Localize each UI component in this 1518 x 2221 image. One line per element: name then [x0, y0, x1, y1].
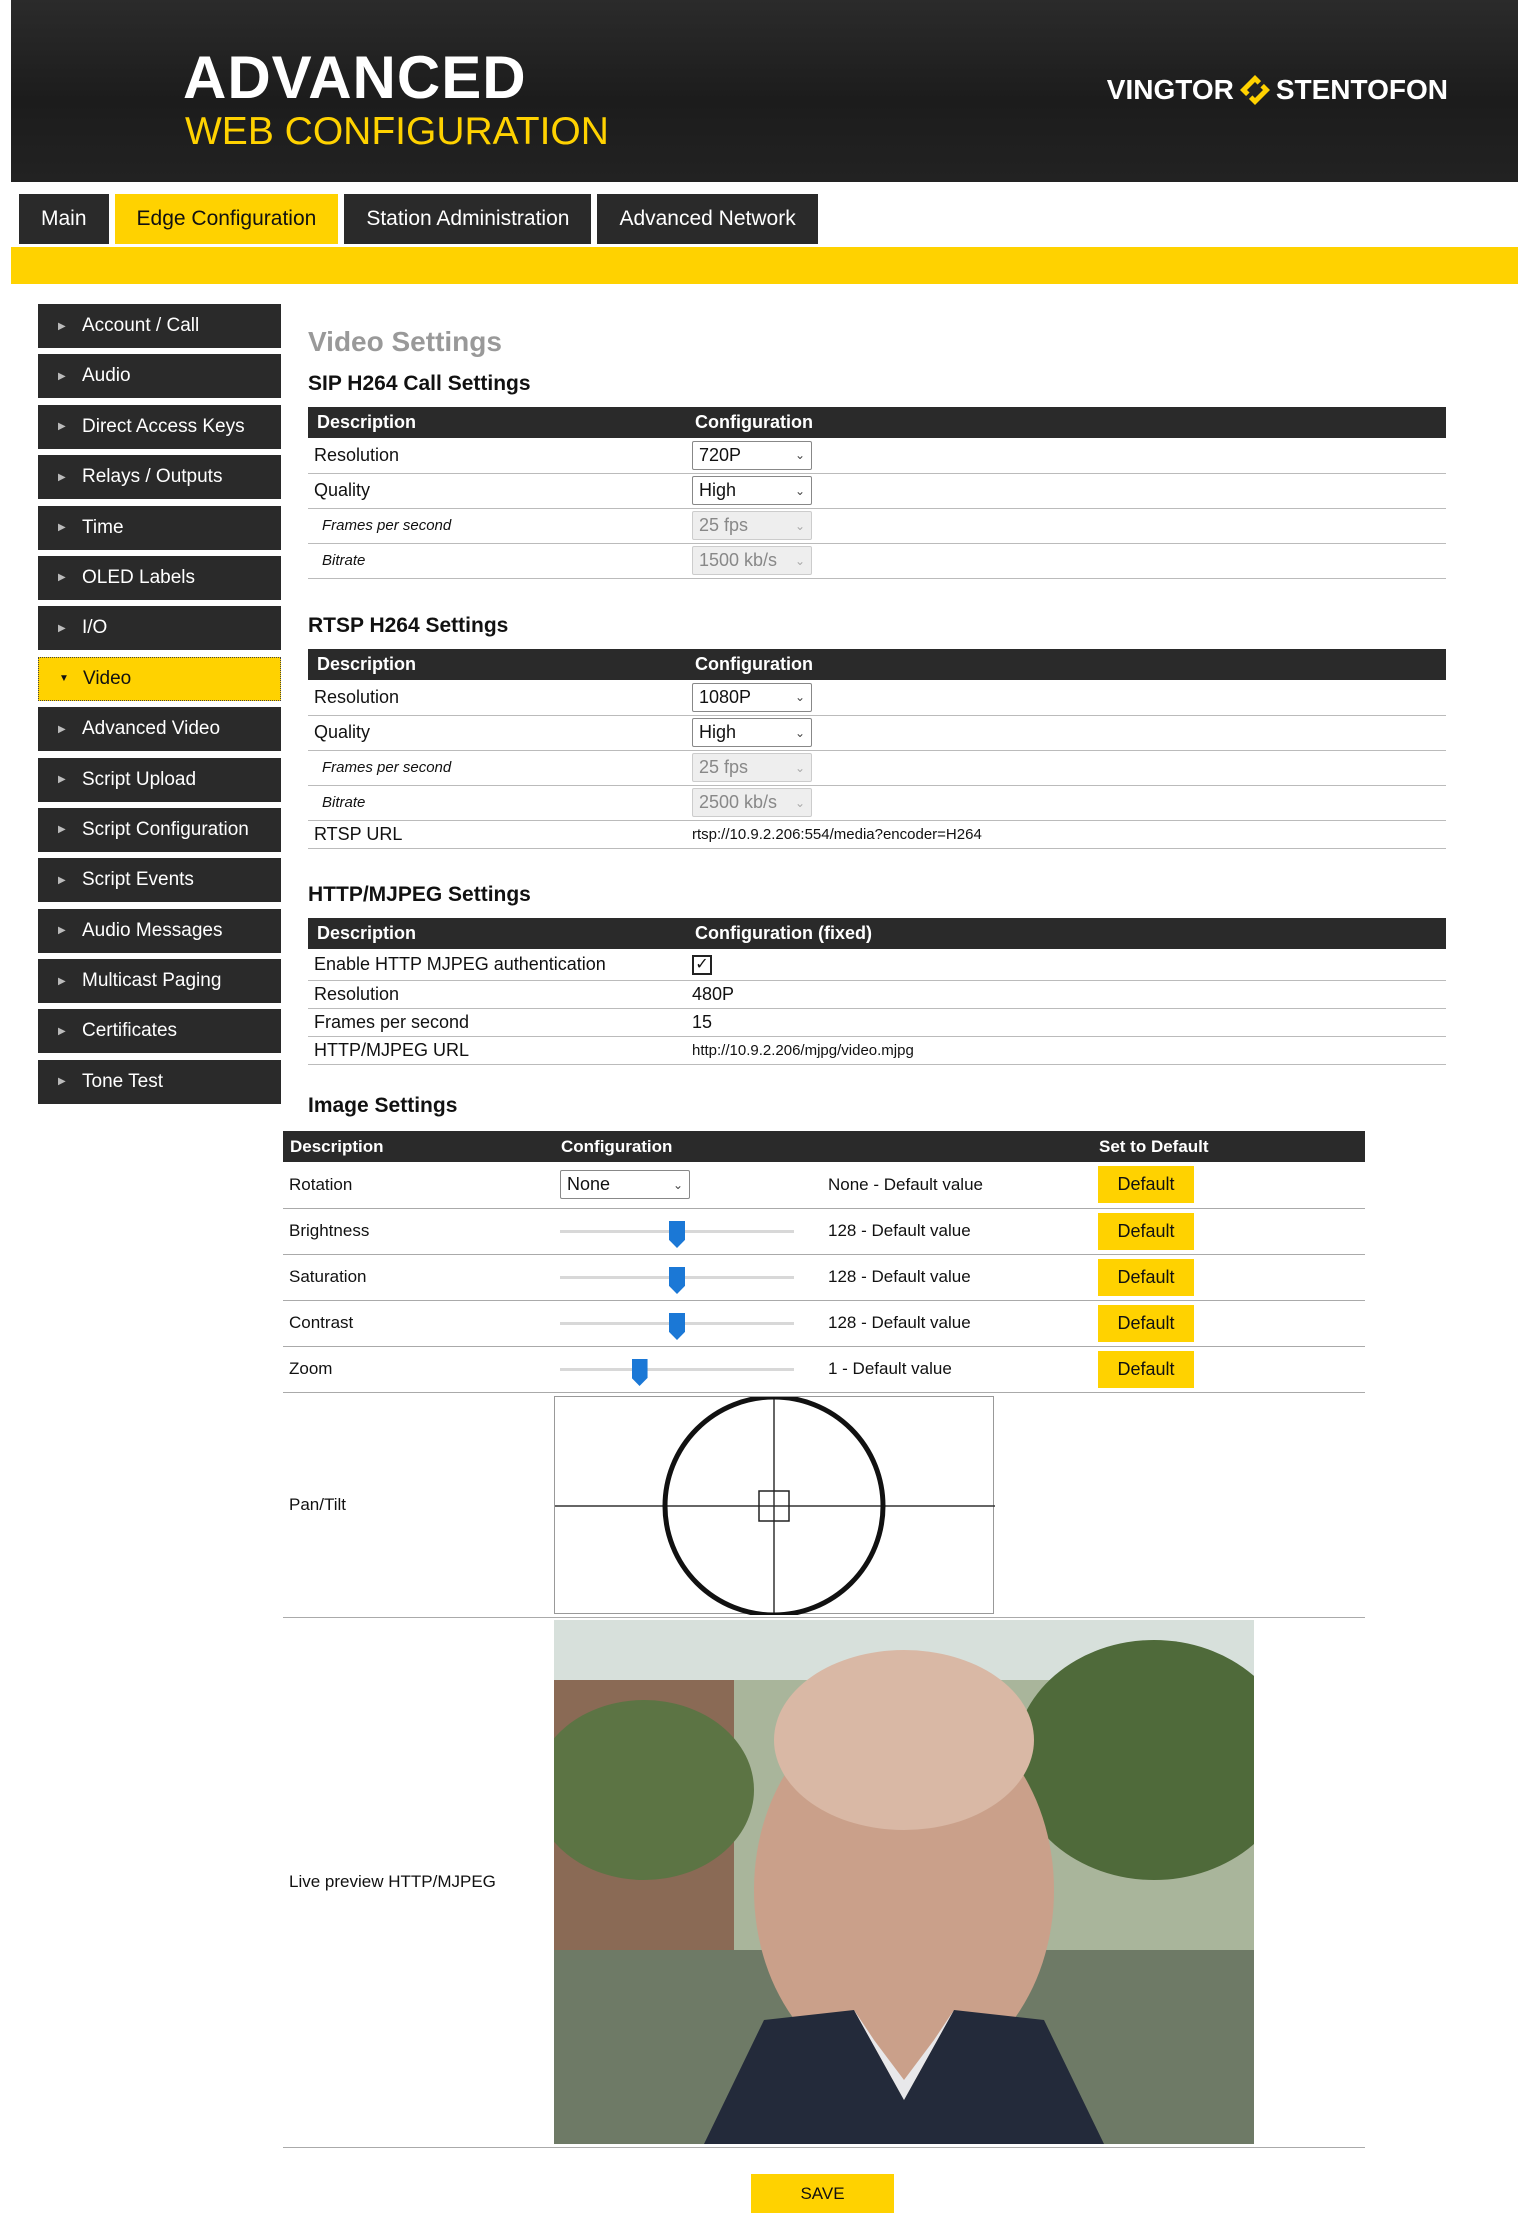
column-header: Description — [308, 407, 686, 438]
sidebar — [38, 304, 281, 1110]
slider-thumb[interactable] — [669, 1313, 685, 1340]
sidebar-item-relays-outputs[interactable] — [38, 455, 281, 499]
zoom-default-button[interactable]: Default — [1098, 1351, 1194, 1388]
column-header: Configuration — [686, 649, 1446, 680]
brand-title-top: ADVANCED — [183, 44, 527, 111]
chevron-right-icon: ▶ — [58, 975, 66, 987]
rtsp-bitrate-select — [692, 788, 812, 817]
row-label: Enable HTTP MJPEG authentication — [308, 949, 686, 980]
sidebar-item-label: Audio — [82, 365, 131, 387]
tab-underline-bar — [11, 247, 1518, 284]
row-label: Quality — [308, 473, 686, 508]
column-header — [822, 1131, 1092, 1162]
row-label: Frames per second — [308, 750, 686, 785]
sidebar-item-label: Script Configuration — [82, 818, 249, 840]
row-label: Resolution — [308, 980, 686, 1008]
sidebar-item-label: Certificates — [82, 1020, 178, 1042]
pan-tilt-crosshair-icon — [555, 1397, 995, 1615]
default-value-text: 128 - Default value — [822, 1208, 1092, 1254]
chevron-down-icon: ⌄ — [794, 795, 805, 810]
preview-illustration — [554, 1620, 1254, 2144]
saturation-default-button[interactable]: Default — [1098, 1259, 1194, 1296]
sidebar-item-advanced-video[interactable] — [38, 707, 281, 751]
sidebar-item-video[interactable] — [38, 657, 281, 701]
table-row — [308, 785, 1446, 820]
table-row — [283, 1617, 1365, 2147]
table-row — [283, 1208, 1365, 1254]
chevron-down-icon: ⌄ — [794, 690, 805, 705]
table-row — [308, 715, 1446, 750]
row-label: Rotation — [283, 1162, 554, 1208]
sidebar-item-label: I/O — [82, 617, 108, 639]
sidebar-item-account-call[interactable] — [38, 304, 281, 348]
slider-thumb[interactable] — [669, 1267, 685, 1294]
sidebar-item-script-events[interactable] — [38, 858, 281, 902]
chevron-right-icon: ▶ — [58, 824, 66, 836]
row-label: Live preview HTTP/MJPEG — [283, 1617, 554, 2147]
vendor-logo — [1107, 73, 1448, 107]
brightness-default-button[interactable]: Default — [1098, 1213, 1194, 1250]
sidebar-item-io[interactable] — [38, 606, 281, 650]
table-row — [308, 820, 1446, 848]
contrast-slider[interactable] — [560, 1313, 794, 1333]
sidebar-item-label: Account / Call — [82, 315, 200, 336]
tab-main[interactable]: Main — [19, 194, 109, 244]
section-title-image: Image Settings — [308, 1094, 458, 1117]
page-title: Video Settings — [308, 326, 502, 357]
default-value-text: 128 - Default value — [822, 1300, 1092, 1346]
logo-text-left: VINGTOR — [1106, 74, 1234, 105]
table-row — [283, 1300, 1365, 1346]
contrast-default-button[interactable]: Default — [1098, 1305, 1194, 1342]
table-row — [308, 1036, 1446, 1064]
sidebar-item-label: Video — [83, 667, 132, 689]
chevron-down-icon: ⌄ — [794, 448, 805, 463]
sip-resolution-select[interactable] — [692, 441, 812, 470]
row-label: HTTP/MJPEG URL — [308, 1036, 686, 1064]
chevron-right-icon: ▶ — [58, 320, 66, 332]
sip-bitrate-select — [692, 546, 812, 575]
chevron-right-icon: ▶ — [58, 471, 66, 483]
app-header — [11, 0, 1518, 182]
chevron-right-icon: ▶ — [58, 874, 66, 886]
column-header: Description — [308, 918, 686, 949]
tab-station-administration[interactable]: Station Administration — [344, 194, 591, 244]
sip-quality-select[interactable] — [692, 476, 812, 505]
section-title-http: HTTP/MJPEG Settings — [308, 883, 531, 906]
select-value: None — [567, 1174, 611, 1195]
chevron-right-icon: ▶ — [58, 421, 66, 433]
rtsp-resolution-select[interactable] — [692, 683, 812, 712]
main-tabs — [19, 194, 818, 244]
sidebar-item-tone-test[interactable] — [38, 1060, 281, 1104]
chevron-down-icon: ⌄ — [672, 1177, 683, 1192]
chevron-down-icon: ⌄ — [794, 760, 805, 775]
tab-edge-configuration[interactable]: Edge Configuration — [115, 194, 339, 244]
sidebar-item-label: Advanced Video — [82, 718, 221, 740]
table-row — [283, 1346, 1365, 1392]
http-fps-value: 15 — [686, 1008, 1446, 1036]
http-auth-checkbox[interactable]: ✓ — [692, 955, 712, 975]
table-row — [283, 1392, 1365, 1617]
sidebar-item-label: Tone Test — [82, 1070, 163, 1092]
select-value: High — [699, 480, 737, 500]
section-title-sip: SIP H264 Call Settings — [308, 372, 531, 395]
sidebar-item-label: Time — [82, 516, 124, 538]
select-value: 1080P — [699, 686, 752, 707]
chevron-down-icon: ⌄ — [794, 518, 805, 533]
live-preview-image — [554, 1620, 1254, 2144]
row-label: Quality — [308, 715, 686, 750]
rotation-default-button[interactable]: Default — [1098, 1166, 1194, 1203]
select-value: 25 fps — [699, 515, 749, 535]
table-row — [308, 949, 1446, 980]
table-row — [283, 1162, 1365, 1208]
sidebar-item-multicast-paging[interactable] — [38, 959, 281, 1003]
row-label: Brightness — [283, 1208, 554, 1254]
default-value-text: 128 - Default value — [822, 1254, 1092, 1300]
row-label: Frames per second — [308, 1008, 686, 1036]
http-settings-table — [308, 918, 1446, 1065]
slider-track — [560, 1368, 794, 1371]
column-header: Configuration — [686, 407, 1446, 438]
table-row — [308, 438, 1446, 473]
sidebar-item-certificates[interactable] — [38, 1009, 281, 1053]
select-value: High — [699, 722, 737, 742]
saturation-slider[interactable] — [560, 1267, 794, 1287]
slider-thumb[interactable] — [669, 1221, 685, 1248]
sip-settings-table — [308, 407, 1446, 579]
zoom-slider[interactable] — [560, 1359, 794, 1379]
sidebar-item-label: Script Upload — [82, 768, 197, 790]
tab-advanced-network[interactable]: Advanced Network — [597, 194, 817, 244]
table-row — [308, 508, 1446, 543]
chevron-right-icon: ▶ — [58, 370, 66, 382]
rtsp-url-value: rtsp://10.9.2.206:554/media?encoder=H264 — [686, 820, 1446, 848]
brand-title-bottom: WEB CONFIGURATION — [185, 110, 609, 153]
chevron-right-icon: ▶ — [58, 925, 66, 937]
table-row — [308, 473, 1446, 508]
table-row — [308, 543, 1446, 578]
row-label: Pan/Tilt — [283, 1392, 554, 1617]
row-label: Resolution — [308, 438, 686, 473]
select-value: 2500 kb/s — [699, 792, 778, 812]
http-url-value: http://10.9.2.206/mjpg/video.mjpg — [686, 1036, 1446, 1064]
table-row — [308, 680, 1446, 715]
row-label: RTSP URL — [308, 820, 686, 848]
rotation-select[interactable] — [560, 1170, 690, 1199]
row-label: Zoom — [283, 1346, 554, 1392]
logo-text-right: STENTOFON — [1275, 74, 1448, 105]
http-resolution-value: 480P — [686, 980, 1446, 1008]
brightness-slider[interactable] — [560, 1221, 794, 1241]
sidebar-item-label: Relays / Outputs — [82, 466, 223, 488]
sidebar-item-direct-access-keys[interactable] — [38, 405, 281, 449]
row-label: Contrast — [283, 1300, 554, 1346]
table-row — [308, 1008, 1446, 1036]
sidebar-item-script-upload[interactable] — [38, 758, 281, 802]
chevron-right-icon: ▶ — [58, 723, 66, 735]
logo-mark-icon — [1238, 73, 1272, 107]
chevron-down-icon: ⌄ — [794, 553, 805, 568]
rtsp-fps-select — [692, 753, 812, 782]
sip-fps-select — [692, 511, 812, 540]
chevron-right-icon: ▶ — [58, 774, 66, 786]
chevron-down-icon: ⌄ — [794, 725, 805, 740]
sidebar-item-audio-messages[interactable] — [38, 909, 281, 953]
row-label: Bitrate — [308, 543, 686, 578]
column-header: Configuration — [554, 1131, 822, 1162]
column-header: Description — [283, 1131, 554, 1162]
save-button[interactable]: SAVE — [751, 2174, 894, 2213]
sidebar-item-time[interactable] — [38, 506, 281, 550]
rtsp-quality-select[interactable] — [692, 718, 812, 747]
sidebar-item-label: Direct Access Keys — [82, 415, 245, 437]
sidebar-item-label: OLED Labels — [82, 566, 196, 588]
select-value: 1500 kb/s — [699, 550, 778, 570]
sidebar-item-oled-labels[interactable] — [38, 556, 281, 600]
row-label: Frames per second — [308, 508, 686, 543]
row-label: Saturation — [283, 1254, 554, 1300]
sidebar-item-script-configuration[interactable] — [38, 808, 281, 852]
sidebar-item-label: Script Events — [82, 869, 194, 891]
chevron-right-icon: ▶ — [58, 1076, 66, 1088]
sidebar-item-label: Multicast Paging — [82, 970, 222, 992]
chevron-right-icon: ▶ — [58, 572, 66, 584]
column-header: Configuration (fixed) — [686, 918, 1446, 949]
pan-tilt-control[interactable] — [554, 1396, 994, 1614]
select-value: 720P — [699, 444, 742, 465]
row-label: Bitrate — [308, 785, 686, 820]
chevron-right-icon: ▶ — [58, 1025, 66, 1037]
chevron-right-icon: ▶ — [58, 622, 66, 634]
select-value: 25 fps — [699, 757, 749, 777]
sidebar-item-label: Audio Messages — [82, 919, 223, 941]
image-settings-table — [283, 1131, 1365, 2148]
row-label: Resolution — [308, 680, 686, 715]
table-row — [283, 1254, 1365, 1300]
slider-thumb[interactable] — [632, 1359, 648, 1386]
default-value-text: None - Default value — [822, 1162, 1092, 1208]
default-value-text: 1 - Default value — [822, 1346, 1092, 1392]
section-title-rtsp: RTSP H264 Settings — [308, 614, 509, 637]
chevron-down-icon: ▼ — [59, 673, 69, 685]
table-row — [308, 750, 1446, 785]
chevron-down-icon: ⌄ — [794, 483, 805, 498]
chevron-right-icon: ▶ — [58, 522, 66, 534]
sidebar-item-audio[interactable] — [38, 354, 281, 398]
column-header: Set to Default — [1092, 1131, 1365, 1162]
table-row — [308, 980, 1446, 1008]
rtsp-settings-table — [308, 649, 1446, 849]
column-header: Description — [308, 649, 686, 680]
